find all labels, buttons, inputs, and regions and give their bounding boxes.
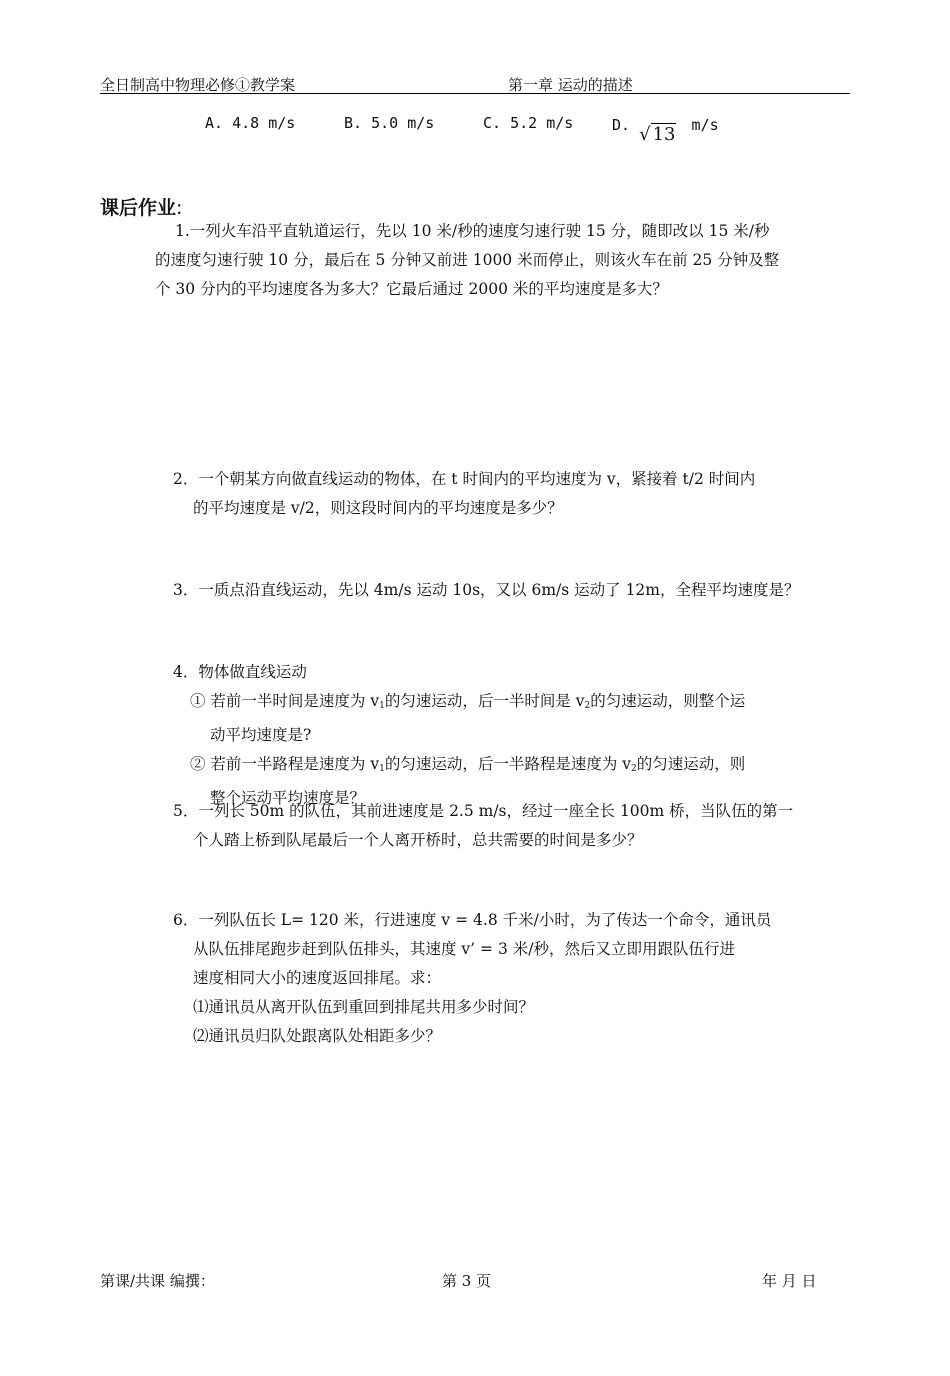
question-2-line-2: 的平均速度是 v/2，则这段时间内的平均速度是多少？ [193, 499, 563, 517]
q4-s2-text-a: ② 若前一半路程是速度为 v [190, 755, 380, 773]
question-2-line-1: 2．一个朝某方向做直线运动的物体，在 t 时间内的平均速度为 v，紧接着 t/2 时间内 [173, 470, 756, 488]
section-title-colon: : [176, 197, 183, 219]
question-1-line-3: 个 30 分内的平均速度各为多大？它最后通过 2000 米的平均速度是多大？ [155, 280, 668, 298]
q4-s1-text-c: 的匀速运动，则整个运 [590, 692, 746, 710]
question-4 [173, 658, 745, 813]
section-title-text: 课后作业 [100, 197, 177, 219]
question-5-line-2: 个人踏上桥到队尾最后一个人离开桥时，总共需要的时间是多少？ [193, 831, 643, 849]
question-4-line-1: 4．物体做直线运动 [173, 663, 307, 681]
question-1-line-1: 1.一列火车沿平直轨道运行，先以 10 米/秒的速度匀速行驶 15 分，随即改以 15 米/秒 [175, 222, 770, 240]
header-right: 第一章 运动的描述 [508, 76, 633, 94]
question-6-part-1: ⑴通讯员从离开队伍到重回到排尾共用多少时间？ [193, 998, 535, 1016]
q4-s1-sub-1: 1 [379, 701, 385, 711]
option-d-label: D. [612, 116, 631, 134]
question-4-sub-2-line-2: 整个运动平均速度是？ [210, 789, 366, 807]
question-4-sub-2 [173, 750, 745, 784]
question-2 [173, 465, 755, 523]
question-3 [173, 576, 800, 605]
header-left: 全日制高中物理必修①教学案 [100, 76, 296, 94]
option-a: A. 4.8 m/s [205, 114, 296, 132]
question-1 [155, 217, 779, 304]
q4-s1-text-a: ① 若前一半时间是速度为 v [190, 692, 380, 710]
q4-s2-text-c: 的匀速运动，则 [636, 755, 746, 773]
option-c: C. 5.2 m/s [483, 114, 574, 132]
q4-s1-text-b: 的匀速运动，后一半时间是 v [384, 692, 585, 710]
option-b: B. 5.0 m/s [344, 114, 435, 132]
sqrt-radicand: 13 [652, 124, 676, 145]
q4-s2-sub-2: 2 [631, 764, 637, 774]
option-d-unit: m/s [691, 116, 719, 134]
sqrt-expression: √ 13 [639, 124, 676, 145]
question-6-line-2: 从队伍排尾跑步赶到队伍排头，其速度 v’ = 3 米/秒，然后又立即用跟队伍行进 [193, 940, 735, 958]
question-5-line-1: 5．一列长 50m 的队伍，其前进速度是 2.5 m/s，经过一座全长 100m 桥，当队伍的第一 [173, 802, 794, 820]
question-6-part-2: ⑵通讯员归队处跟离队处相距多少？ [193, 1027, 442, 1045]
footer-date: 年 月 日 [762, 1272, 817, 1290]
question-4-sub-1-line-2: 动平均速度是? [210, 726, 312, 744]
q4-s2-sub-1: 1 [379, 764, 385, 774]
header-rule [100, 93, 850, 94]
question-6-line-3: 速度相同大小的速度返回排尾。求： [193, 969, 442, 987]
question-6 [173, 906, 771, 1051]
question-1-line-2: 的速度匀速行驶 10 分，最后在 5 分钟又前进 1000 米而停止，则该火车在前 25 分钟及整 [155, 251, 780, 269]
section-title [100, 193, 182, 220]
q4-s1-sub-2: 2 [584, 701, 591, 711]
option-d [612, 114, 719, 145]
question-5 [173, 797, 793, 855]
page-number: 第 3 页 [442, 1272, 492, 1290]
question-3-line-1: 3．一质点沿直线运动，先以 4m/s 运动 10s，又以 6m/s 运动了 12m，全程平均速度是？ [173, 581, 800, 599]
question-4-sub-1 [173, 687, 745, 721]
footer-left: 第课/共课 编撰： [100, 1272, 215, 1290]
q4-s2-text-b: 的匀速运动，后一半路程是速度为 v [384, 755, 632, 773]
question-6-line-1: 6．一列队伍长 L= 120 米，行进速度 v = 4.8 千米/小时，为了传达一个命令，通讯员 [173, 911, 772, 929]
